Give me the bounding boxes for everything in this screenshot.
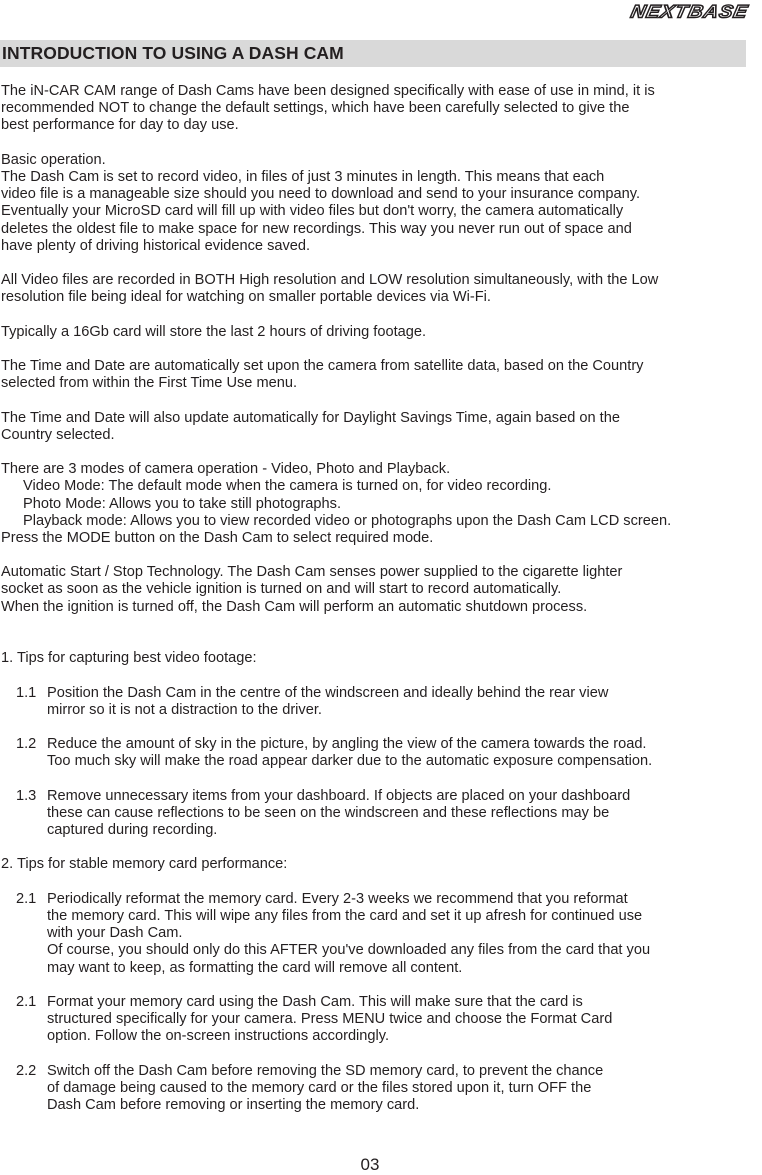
text-line: Press the MODE button on the Dash Cam to select required mode. <box>1 529 434 546</box>
mode-item: Playback mode: Allows you to view recorded video or photographs upon the Dash Cam LCD screen. <box>23 512 672 529</box>
nextbase-logo: NEXTBASE <box>628 2 751 22</box>
tip-number: 1.2 <box>16 736 37 753</box>
page-number: 03 <box>360 1155 380 1174</box>
document-body <box>1 83 762 1114</box>
tips-heading: 1. Tips for capturing best video footage: <box>1 650 257 667</box>
text-line: Country selected. <box>1 426 115 443</box>
tip-text: structured specifically for your camera. Press MENU twice and choose the Format Card <box>47 1011 613 1028</box>
section-heading: Basic operation. <box>1 151 106 168</box>
tip-text: Dash Cam before removing or inserting the memory card. <box>47 1097 420 1114</box>
mode-item: Video Mode: The default mode when the camera is turned on, for video recording. <box>23 478 552 495</box>
tip-text: Reduce the amount of sky in the picture, by angling the view of the camera towards the road. <box>47 736 647 753</box>
tips-heading: 2. Tips for stable memory card performance: <box>1 856 288 873</box>
tip-text: with your Dash Cam. <box>47 925 183 942</box>
text-line: Eventually your MicroSD card will fill up with video files but don't worry, the camera automatically <box>1 203 624 220</box>
text-line: The Dash Cam is set to record video, in files of just 3 minutes in length. This means that each <box>1 168 605 185</box>
tip-item <box>1 788 762 805</box>
tip-item <box>1 685 762 702</box>
tip-text: Remove unnecessary items from your dashboard. If objects are placed on your dashboard <box>47 787 631 804</box>
text-line: have plenty of driving historical evidence saved. <box>1 237 311 254</box>
page-title: INTRODUCTION TO USING A DASH CAM <box>2 43 344 63</box>
tip-text: Format your memory card using the Dash Cam. This will make sure that the card is <box>47 993 583 1010</box>
text-line: All Video files are recorded in BOTH High resolution and LOW resolution simultaneously, with the Low <box>1 272 659 289</box>
tip-text: Periodically reformat the memory card. Every 2-3 weeks we recommend that you reformat <box>47 890 628 907</box>
tip-text: Too much sky will make the road appear darker due to the automatic exposure compensation. <box>47 753 653 770</box>
tip-number: 1.1 <box>16 684 37 701</box>
tip-text: captured during recording. <box>47 822 218 839</box>
tip-number: 2.2 <box>16 1062 37 1079</box>
text-line: resolution file being ideal for watching on smaller portable devices via Wi-Fi. <box>1 289 491 306</box>
tip-text: mirror so it is not a distraction to the driver. <box>47 701 322 718</box>
tip-text: Position the Dash Cam in the centre of the windscreen and ideally behind the rear view <box>47 684 609 701</box>
tip-item <box>1 736 762 753</box>
tip-item <box>1 891 762 908</box>
tip-item <box>1 994 762 1011</box>
tip-number: 1.3 <box>16 787 37 804</box>
tip-item <box>1 1063 762 1080</box>
tip-text: option. Follow the on-screen instructions accordingly. <box>47 1028 390 1045</box>
text-line: Automatic Start / Stop Technology. The Dash Cam senses power supplied to the cigarette lighter <box>1 564 623 581</box>
text-line: deletes the oldest file to make space for new recordings. This way you never run out of space and <box>1 220 632 237</box>
text-line: The iN-CAR CAM range of Dash Cams have been designed specifically with ease of use in mind, it is <box>1 83 655 99</box>
text-line: best performance for day to day use. <box>1 117 239 134</box>
tip-number: 2.1 <box>16 890 37 907</box>
text-line: Typically a 16Gb card will store the last 2 hours of driving footage. <box>1 323 427 340</box>
tip-text: may want to keep, as formatting the card will remove all content. <box>47 959 463 976</box>
text-line: The Time and Date are automatically set upon the camera from satellite data, based on the Country <box>1 358 644 374</box>
tip-number: 2.1 <box>16 993 37 1010</box>
tip-text: of damage being caused to the memory card or the files stored upon it, turn OFF the <box>47 1079 592 1096</box>
text-line: There are 3 modes of camera operation - Video, Photo and Playback. <box>1 461 451 478</box>
text-line: recommended NOT to change the default settings, which have been carefully selected to give the <box>1 100 630 117</box>
mode-item: Photo Mode: Allows you to take still photographs. <box>23 495 342 512</box>
tip-text: Switch off the Dash Cam before removing the SD memory card, to prevent the chance <box>47 1062 604 1079</box>
text-line: video file is a manageable size should you need to download and send to your insurance company. <box>1 186 641 203</box>
tip-text: the memory card. This will wipe any files from the card and set it up afresh for continued use <box>47 908 643 924</box>
text-line: selected from within the First Time Use menu. <box>1 375 298 392</box>
text-line: When the ignition is turned off, the Dash Cam will perform an automatic shutdown process. <box>1 598 588 615</box>
text-line: socket as soon as the vehicle ignition is turned on and will start to record automatically. <box>1 581 562 598</box>
text-line: The Time and Date will also update automatically for Daylight Savings Time, again based on the <box>1 409 620 426</box>
tip-text: Of course, you should only do this AFTER you've downloaded any files from the card that you <box>47 942 651 959</box>
tip-text: these can cause reflections to be seen on the windscreen and these reflections may be <box>47 804 610 821</box>
